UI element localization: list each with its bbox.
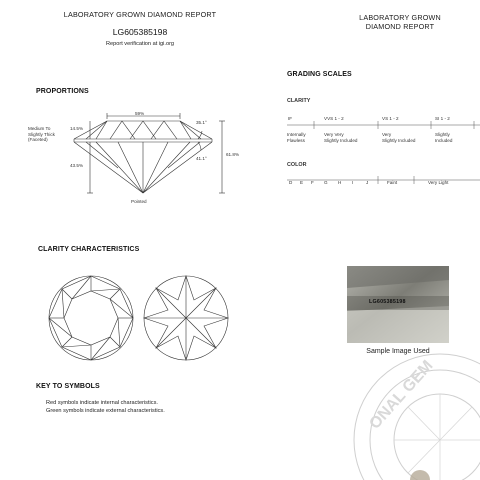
total-depth: 61.8%: [226, 152, 240, 157]
report-title: LABORATORY GROWN DIAMOND REPORT: [63, 10, 217, 19]
clarity-desc-si-line2: Included: [435, 137, 453, 143]
sample-inscription-text: LG605385198: [369, 299, 406, 305]
grading-scales-heading: GRADING SCALES: [287, 71, 352, 78]
report-verification: Report verification at igi.org: [105, 41, 175, 47]
clarity-desc-vs-line2: Slightly Included: [382, 137, 416, 143]
clarity-desc-vvs-line2: Slightly Included: [324, 137, 358, 143]
clarity-characteristics-heading: CLARITY CHARACTERISTICS: [38, 246, 140, 253]
color-heading: COLOR: [287, 162, 307, 168]
girdle-label-line2: Slightly Thick: [28, 131, 55, 137]
crown-height: 14.5%: [70, 126, 84, 131]
clarity-desc-si-line1: Slightly: [435, 132, 450, 137]
clarity-grade-si: SI 1 - 2: [435, 116, 450, 121]
clarity-desc-vs-line1: Very: [382, 132, 392, 137]
color-letter-j: J: [366, 180, 369, 185]
pavilion-depth: 43.5%: [70, 163, 84, 168]
clarity-grade-vs: VS 1 - 2: [382, 116, 399, 121]
right-title-line1: LABORATORY GROWN: [359, 13, 441, 22]
key-to-symbols-heading: KEY TO SYMBOLS: [36, 383, 100, 390]
color-letter-h: H: [338, 180, 342, 185]
color-very-light: Very Light: [428, 180, 449, 185]
key-line-external: Green symbols indicate external characteristics.: [46, 408, 165, 414]
color-letter-d: D: [289, 180, 293, 185]
clarity-grade-vvs: VVS 1 - 2: [324, 116, 344, 121]
key-line-internal: Red symbols indicate internal characteristics.: [46, 400, 158, 406]
clarity-desc-if-line2: Flawless: [287, 137, 305, 143]
right-title-line2: DIAMOND REPORT: [365, 22, 435, 31]
report-number: LG605385198: [112, 27, 168, 37]
clarity-desc-if-line1: Internally: [287, 132, 306, 137]
color-letter-i: I: [352, 180, 354, 185]
pavilion-angle: 41.1°: [196, 156, 207, 161]
crown-angle: 35.1°: [196, 120, 207, 125]
girdle-label-line1: Medium To: [28, 126, 51, 131]
color-letter-e: E: [300, 180, 304, 185]
color-letter-f: F: [311, 180, 314, 185]
clarity-grade-if: IF: [288, 116, 293, 121]
clarity-desc-vvs-line1: Very Very: [324, 132, 344, 137]
seal-text: ONAL GEM: [366, 357, 437, 433]
table-percentage: 59%: [135, 111, 145, 116]
culet: Pointed: [131, 199, 147, 204]
girdle-label-line3: (Faceted): [28, 137, 48, 143]
color-faint: Faint: [387, 180, 398, 185]
clarity-heading: CLARITY: [287, 98, 311, 104]
sample-image-caption: Sample Image Used: [366, 348, 430, 355]
color-letter-g: G: [324, 180, 328, 185]
proportions-heading: PROPORTIONS: [36, 88, 89, 95]
